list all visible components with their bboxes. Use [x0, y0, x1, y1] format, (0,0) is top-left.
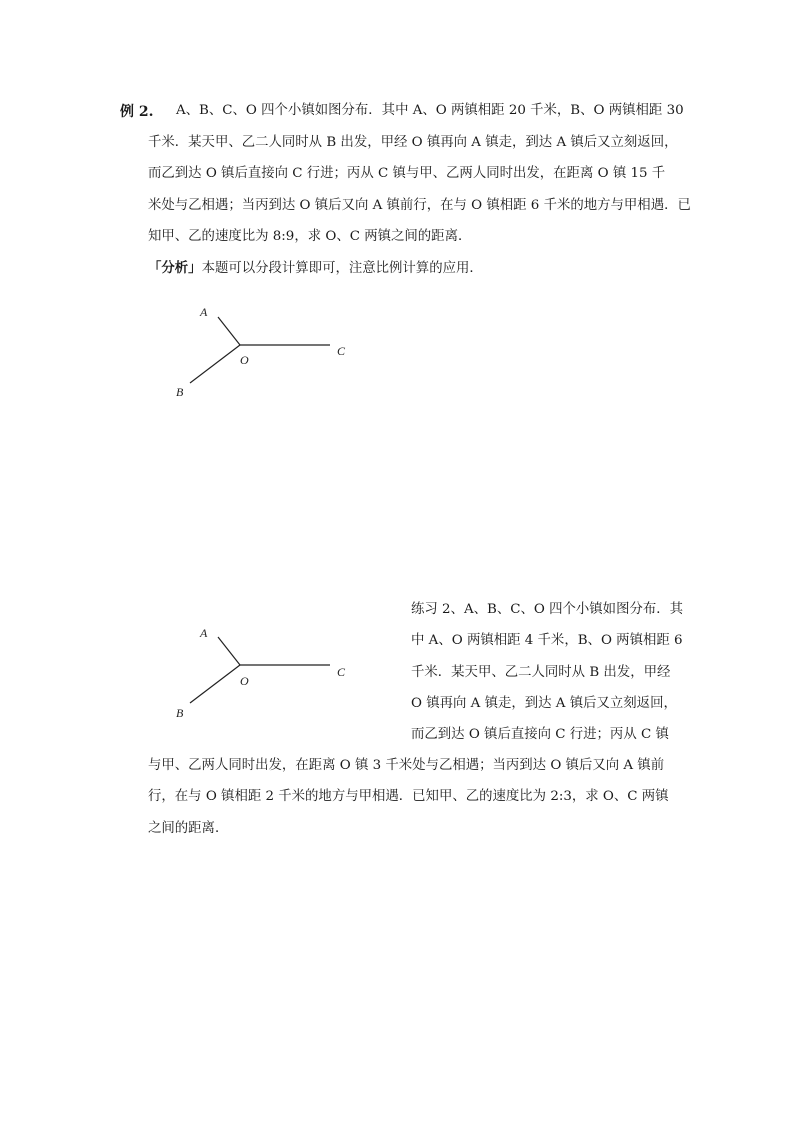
label-o: O	[240, 353, 249, 367]
example-line-2: 千米．某天甲、乙二人同时从 B 出发，甲经 O 镇再向 A 镇走，到达 A 镇后又立刻返回，	[148, 135, 678, 150]
practice-line-6: 与甲、乙两人同时出发，在距离 O 镇 3 千米处与乙相遇；当丙到达 O 镇后又向 A 镇前	[148, 758, 665, 773]
practice-line-8: 之间的距离．	[148, 821, 229, 836]
label-b: B	[176, 706, 184, 720]
practice-line-2: 中 A、O 两镇相距 4 千米，B、O 两镇相距 6	[411, 633, 683, 648]
analysis-text: 本题可以分段计算即可，注意比例计算的应用．	[201, 261, 483, 276]
label-c: C	[337, 665, 346, 679]
town-diagram-2	[160, 620, 380, 730]
segment-ob	[190, 665, 240, 703]
practice-line-5: 而乙到达 O 镇后直接向 C 行进；丙从 C 镇	[411, 727, 669, 742]
analysis-line	[148, 259, 483, 278]
example-line-5: 知甲、乙的速度比为 8:9，求 O、C 两镇之间的距离．	[148, 229, 472, 244]
label-c: C	[337, 344, 346, 358]
practice-line-1: 练习 2、A、B、C、O 四个小镇如图分布．其	[411, 602, 684, 617]
example-line-3: 而乙到达 O 镇后直接向 C 行进；丙从 C 镇与甲、乙两人同时出发，在距离 O 镇 15 千	[148, 166, 666, 181]
segment-ao	[218, 317, 240, 345]
practice-line-4: O 镇再向 A 镇走，到达 A 镇后又立刻返回，	[411, 696, 677, 711]
label-b: B	[176, 385, 184, 399]
segment-ao	[218, 637, 240, 665]
example-label: 例 2.	[120, 104, 154, 120]
analysis-heading: 「分析」	[148, 260, 202, 276]
example-line-1: A、B、C、O 四个小镇如图分布．其中 A、O 两镇相距 20 千米，B、O 两镇相距 30	[176, 103, 684, 118]
label-a: A	[200, 305, 208, 319]
town-diagram-1	[160, 300, 380, 410]
practice-line-3: 千米．某天甲、乙二人同时从 B 出发，甲经	[411, 665, 671, 680]
label-o: O	[240, 674, 249, 688]
example-line-4: 米处与乙相遇；当丙到达 O 镇后又向 A 镇前行，在与 O 镇相距 6 千米的地方与甲相遇．已	[148, 198, 691, 213]
label-a: A	[200, 626, 208, 640]
practice-line-7: 行，在与 O 镇相距 2 千米的地方与甲相遇．已知甲、乙的速度比为 2:3，求 O、C 两镇	[148, 789, 669, 804]
segment-ob	[190, 345, 240, 383]
